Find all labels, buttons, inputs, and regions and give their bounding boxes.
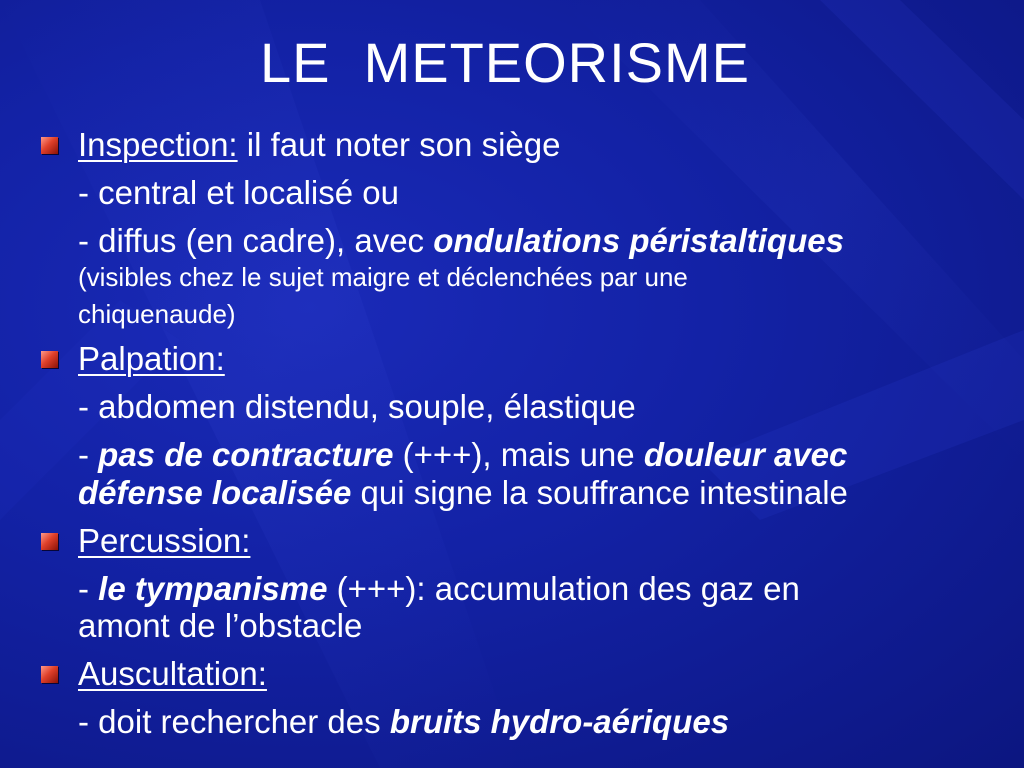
inspection-line-2-b: ondulations péristaltiques [433,222,844,259]
auscultation-heading: Auscultation: [78,655,267,692]
inspection-note-1: (visibles chez le sujet maigre et déclenchées par une [78,262,688,292]
palpation-line-2-b: pas de contracture [98,436,394,473]
bullet-inspection [41,137,58,154]
bullet-auscultation [41,666,58,683]
percussion-line-1-c: (+++): accumulation des gaz en [327,570,800,607]
palpation-heading: Palpation: [78,340,225,377]
inspection-note-2: chiquenaude) [78,299,236,329]
inspection-line-2-a: - diffus (en cadre), avec [78,222,434,259]
percussion-heading: Percussion: [78,522,251,559]
percussion-line-1-b: le tympanisme [98,570,328,607]
percussion-line-1 [78,570,800,608]
palpation-line-1: - abdomen distendu, souple, élastique [78,388,636,425]
inspection-text: il faut noter son siège [237,126,561,163]
auscultation-heading-line [78,655,267,693]
percussion-line-1-a: - [78,570,99,607]
palpation-line-2 [78,436,847,474]
palpation-line-2-a: - [78,436,99,473]
bullet-percussion [41,533,58,550]
auscultation-line-1-a: - doit rechercher des [78,703,390,740]
inspection-heading: Inspection: [78,126,238,163]
percussion-heading-line [78,522,250,560]
palpation-line-2-d: douleur avec [643,436,848,473]
palpation-line-3 [78,474,848,512]
auscultation-line-1-b: bruits hydro-aériques [389,703,730,740]
palpation-heading-line [78,340,225,378]
palpation-line-3-b: qui signe la souffrance intestinale [351,474,848,511]
palpation-line-2-c: (+++), mais une [393,436,644,473]
percussion-line-2: amont de l’obstacle [78,607,363,644]
slide-title: LE METEORISME [259,31,751,94]
auscultation-line-1 [78,703,729,741]
inspection-heading-line [78,126,560,164]
inspection-line-2 [78,222,844,260]
bullet-palpation [41,351,58,368]
palpation-line-3-a: défense localisée [78,474,352,511]
inspection-line-1: - central et localisé ou [78,174,399,211]
